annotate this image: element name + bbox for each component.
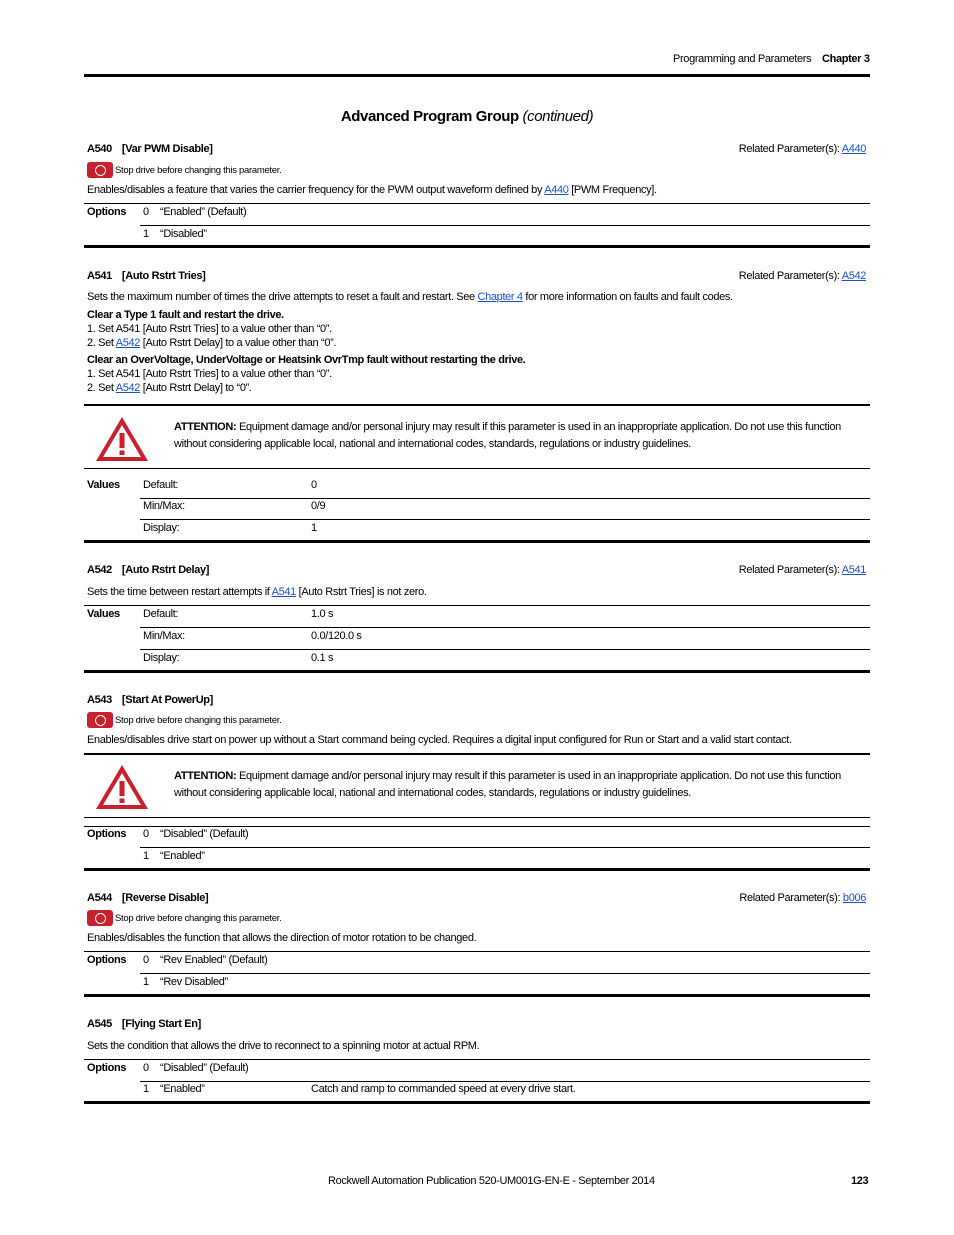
step-text: 2. Set <box>87 382 116 394</box>
option-text: “Disabled” <box>160 228 207 240</box>
table-rule <box>84 605 870 606</box>
related-label: Related Parameter(s): <box>738 143 840 155</box>
value-key: Default: <box>143 608 179 620</box>
param-code: A543 <box>87 694 112 706</box>
step-text: 2. Set <box>87 337 116 349</box>
running-header-section: Programming and Parameters <box>673 53 812 65</box>
table-rule <box>140 498 870 499</box>
param-code: A545 <box>87 1018 112 1030</box>
option-value: 0 <box>143 954 149 966</box>
attention-label: ATTENTION: <box>174 421 237 433</box>
table-rule <box>84 951 870 952</box>
param-description-a543: Enables/disables drive start on power up without a Start command being cycled. Requires a digital input configured for Run or Start and a valid start contact. <box>87 734 792 746</box>
related-params-a540 <box>739 143 866 155</box>
param-description-a544: Enables/disables the function that allows the direction of motor rotation to be changed. <box>87 932 477 944</box>
desc-text: [PWM Frequency]. <box>568 184 657 196</box>
table-rule <box>84 1059 870 1060</box>
procedure-step: 1. Set A541 [Auto Rstrt Tries] to a value other than “0”. <box>87 323 332 335</box>
footer-publication: Rockwell Automation Publication 520-UM001G-EN-E - September 2014 <box>328 1175 655 1187</box>
option-text: “Disabled” (Default) <box>160 828 249 840</box>
desc-link-a440[interactable]: A440 <box>544 184 569 196</box>
option-text: “Enabled” <box>160 850 205 862</box>
related-label: Related Parameter(s): <box>739 892 841 904</box>
table-rule <box>140 1081 870 1082</box>
desc-text: Sets the time between restart attempts if <box>87 586 272 598</box>
desc-text: Enables/disables a feature that varies the carrier frequency for the PWM output waveform defined by <box>87 184 545 196</box>
table-rule <box>84 817 870 818</box>
value-data: 0.1 s <box>311 652 334 664</box>
values-label: Values <box>87 479 120 491</box>
warning-triangle-icon <box>94 762 150 812</box>
param-name: [Auto Rstrt Tries] <box>121 270 206 282</box>
related-link-a542[interactable]: A542 <box>841 270 866 282</box>
param-heading-a540 <box>87 143 213 155</box>
attention-label: ATTENTION: <box>174 770 237 782</box>
options-label: Options <box>87 1062 127 1074</box>
desc-text: for more information on faults and fault codes. <box>522 291 733 303</box>
value-key: Default: <box>143 479 179 491</box>
value-key: Display: <box>143 652 180 664</box>
step-text: [Auto Rstrt Delay] to “0”. <box>140 382 252 394</box>
table-rule <box>84 826 870 827</box>
param-heading-a542 <box>87 564 209 576</box>
warning-triangle-icon <box>94 414 150 464</box>
header-rule <box>84 74 870 77</box>
param-heading-a544 <box>87 892 208 904</box>
related-label: Related Parameter(s): <box>738 270 840 282</box>
table-bottom-rule <box>84 540 870 543</box>
option-value: 1 <box>143 228 149 240</box>
procedure-heading: Clear an OverVoltage, UnderVoltage or Heatsink OvrTmp fault without restarting the drive. <box>87 354 526 366</box>
option-value: 0 <box>143 828 149 840</box>
value-key: Min/Max: <box>143 630 185 642</box>
table-rule <box>140 627 870 628</box>
procedure-step <box>87 382 252 394</box>
option-text: “Enabled” <box>160 1083 205 1095</box>
stop-drive-icon <box>87 162 113 178</box>
option-text: “Enabled” (Default) <box>160 206 247 218</box>
option-text: “Rev Disabled” <box>160 976 228 988</box>
option-text: “Rev Enabled” (Default) <box>160 954 268 966</box>
stop-drive-note <box>87 910 281 926</box>
table-bottom-rule <box>84 670 870 673</box>
table-rule <box>140 649 870 650</box>
related-link-a541[interactable]: A541 <box>841 564 866 576</box>
param-description-a542 <box>87 586 427 598</box>
value-data: 1.0 s <box>311 608 334 620</box>
value-data: 0/9 <box>311 500 326 512</box>
related-params-a542 <box>739 564 866 576</box>
attention-top-rule <box>84 404 870 406</box>
related-link-a440[interactable]: A440 <box>841 143 866 155</box>
desc-link-chapter-4[interactable]: Chapter 4 <box>477 291 523 303</box>
options-label: Options <box>87 828 127 840</box>
table-rule <box>84 468 870 469</box>
option-value: 1 <box>143 976 149 988</box>
option-text: “Disabled” (Default) <box>160 1062 249 1074</box>
param-name: [Start At PowerUp] <box>121 694 213 706</box>
param-code: A541 <box>87 270 112 282</box>
table-bottom-rule <box>84 245 870 248</box>
related-label: Related Parameter(s): <box>738 564 840 576</box>
step-text: [Auto Rstrt Delay] to a value other than “0”. <box>140 337 337 349</box>
stop-drive-text: Stop drive before changing this parameter. <box>115 164 282 176</box>
options-label: Options <box>87 954 127 966</box>
param-heading-a541 <box>87 270 205 282</box>
page-title-continued: (continued) <box>522 108 594 125</box>
procedure-step <box>87 337 336 349</box>
param-code: A544 <box>87 892 112 904</box>
attention-top-rule <box>84 753 870 755</box>
stop-drive-icon <box>87 712 113 728</box>
value-data: 1 <box>311 522 317 534</box>
procedure-step: 1. Set A541 [Auto Rstrt Tries] to a value other than “0”. <box>87 368 332 380</box>
param-code: A540 <box>87 143 112 155</box>
desc-text: [Auto Rstrt Tries] is not zero. <box>295 586 427 598</box>
option-value: 1 <box>143 1083 149 1095</box>
param-heading-a545 <box>87 1018 201 1030</box>
attention-text: Equipment damage and/or personal injury may result if this parameter is used in an inappropriate application. Do not use this function without considering applicable local, national and international codes, standards, regulations or industry guidelines. <box>174 770 841 799</box>
desc-link-a541[interactable]: A541 <box>271 586 296 598</box>
page-title <box>0 108 934 125</box>
option-value: 0 <box>143 206 149 218</box>
param-name: [Flying Start En] <box>121 1018 201 1030</box>
attention-text: Equipment damage and/or personal injury may result if this parameter is used in an inappropriate application. Do not use this function without considering applicable local, national and international codes, standards, regulations or industry guidelines. <box>174 421 841 450</box>
stop-drive-note <box>87 712 281 728</box>
stop-drive-text: Stop drive before changing this parameter. <box>115 912 282 924</box>
attention-message <box>174 768 854 802</box>
attention-message <box>174 419 854 453</box>
table-bottom-rule <box>84 868 870 871</box>
value-data: 0.0/120.0 s <box>311 630 362 642</box>
param-description-a540 <box>87 184 657 196</box>
param-name: [Reverse Disable] <box>121 892 209 904</box>
values-label: Values <box>87 608 120 620</box>
step-link-a542[interactable]: A542 <box>115 337 141 349</box>
stop-drive-icon <box>87 910 113 926</box>
page-number: 123 <box>851 1175 869 1187</box>
page-title-main: Advanced Program Group <box>340 108 519 125</box>
value-key: Display: <box>143 522 180 534</box>
running-header-chapter: Chapter 3 <box>822 53 870 65</box>
stop-drive-note <box>87 162 281 178</box>
table-rule <box>140 847 870 848</box>
param-name: [Auto Rstrt Delay] <box>121 564 210 576</box>
table-rule <box>84 203 870 204</box>
table-bottom-rule <box>84 1101 870 1104</box>
table-bottom-rule <box>84 994 870 997</box>
options-label: Options <box>87 206 127 218</box>
param-description-a541 <box>87 291 733 303</box>
desc-text: Sets the maximum number of times the drive attempts to reset a fault and restart. See <box>87 291 478 303</box>
related-params-a541 <box>739 270 866 282</box>
table-rule <box>140 225 870 226</box>
option-value: 0 <box>143 1062 149 1074</box>
table-rule <box>140 519 870 520</box>
param-description-a545: Sets the condition that allows the drive to reconnect to a spinning motor at actual RPM. <box>87 1040 480 1052</box>
step-link-a542[interactable]: A542 <box>115 382 141 394</box>
param-name: [Var PWM Disable] <box>121 143 213 155</box>
param-heading-a543 <box>87 694 213 706</box>
procedure-heading: Clear a Type 1 fault and restart the drive. <box>87 309 284 321</box>
stop-drive-text: Stop drive before changing this parameter. <box>115 714 282 726</box>
option-value: 1 <box>143 850 149 862</box>
table-rule <box>140 973 870 974</box>
param-code: A542 <box>87 564 112 576</box>
option-description: Catch and ramp to commanded speed at every drive start. <box>311 1083 576 1095</box>
related-params-a544 <box>739 892 866 904</box>
related-link-b006[interactable]: b006 <box>842 892 866 904</box>
value-key: Min/Max: <box>143 500 185 512</box>
value-data: 0 <box>311 479 317 491</box>
